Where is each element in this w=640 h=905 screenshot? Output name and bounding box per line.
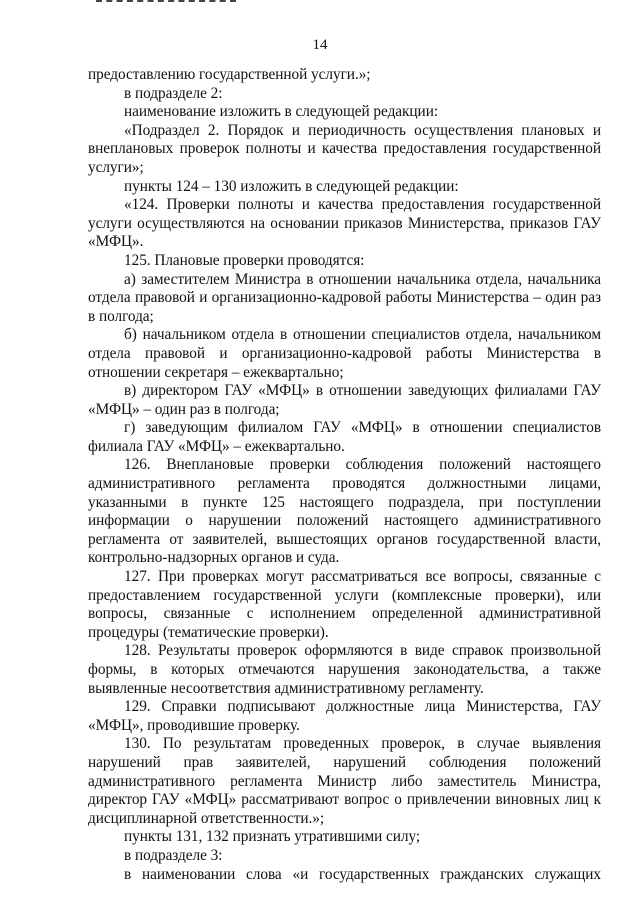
paragraph-125-b: б) начальником отдела в отношении специалистов отдела, начальником отдела правовой и организационно-кадровой работы Министерства в отношении секретаря – ежеквартально; bbox=[88, 326, 601, 381]
paragraph-title-edit: наименование изложить в следующей редакции: bbox=[124, 103, 439, 121]
paragraph-125-g: г) заведующим филиалом ГАУ «МФЦ» в отношении специалистов филиала ГАУ «МФЦ» – ежеквартально. bbox=[88, 419, 601, 455]
paragraph-128: 128. Результаты проверок оформляются в виде справок произвольной формы, в которых отмечаются нарушения законодательства, а также выявленные несоответствия административному регламенту. bbox=[88, 642, 601, 697]
paragraph-129: 129. Справки подписывают должностные лица Министерства, ГАУ «МФЦ», проводившие проверку. bbox=[88, 698, 601, 734]
paragraph-127: 127. При проверках могут рассматриваться все вопросы, связанные с предоставлением государственной услуги (комплексные проверки), или вопросы, связанные с исполнением определенной административной процедуры (тематические проверки). bbox=[88, 568, 601, 641]
paragraph-subsection-3: в подразделе 3: bbox=[124, 846, 223, 864]
document-body bbox=[88, 66, 601, 884]
paragraph-125-a: а) заместителем Министра в отношении начальника отдела, начальника отдела правовой и организационно-кадровой работы Министерства – один раз в полгода; bbox=[88, 270, 601, 325]
paragraph-125: 125. Плановые проверки проводятся: bbox=[124, 251, 365, 269]
paragraph-126: 126. Внеплановые проверки соблюдения положений настоящего административного регламента проводятся должностными лицами, указанными в пункте 125 настоящего подраздела, при поступлении информации о нарушении положений настоящего административного регламента от заявителей, вышестоящих органов государственной власти, контрольно-надзорных органов и суда. bbox=[88, 456, 601, 567]
paragraph-name-words: в наименовании слова «и государственных гражданских служащих bbox=[124, 865, 601, 883]
paragraph-130: 130. По результатам проведенных проверок, в случае выявления нарушений прав заявителей, нарушений соблюдения положений административного регламента Министр либо заместитель Министра, директор ГАУ «МФЦ» рассматривают вопрос о привлечении виновных лиц к дисциплинарной ответственности.»; bbox=[88, 735, 601, 827]
paragraph-new-title: «Подраздел 2. Порядок и периодичность осуществления плановых и внеплановых проверок полноты и качества предоставления государственной услуги»; bbox=[88, 121, 601, 176]
paragraph-subsection-2: в подразделе 2: bbox=[124, 84, 223, 102]
page-number: 14 bbox=[312, 37, 328, 53]
paragraph-124: «124. Проверки полноты и качества предоставления государственной услуги осуществляются на основании приказов Министерства, приказов ГАУ «МФЦ». bbox=[88, 196, 601, 251]
paragraph-continuation: предоставлению государственной услуги.»; bbox=[88, 66, 371, 83]
paragraph-points-131-132: пункты 131, 132 признать утратившими силу; bbox=[124, 828, 421, 846]
top-border-rule bbox=[96, 0, 236, 5]
paragraph-125-v: в) директором ГАУ «МФЦ» в отношении заведующих филиалами ГАУ «МФЦ» – один раз в полгода; bbox=[88, 382, 601, 418]
paragraph-points-124-130: пункты 124 – 130 изложить в следующей редакции: bbox=[124, 177, 459, 195]
